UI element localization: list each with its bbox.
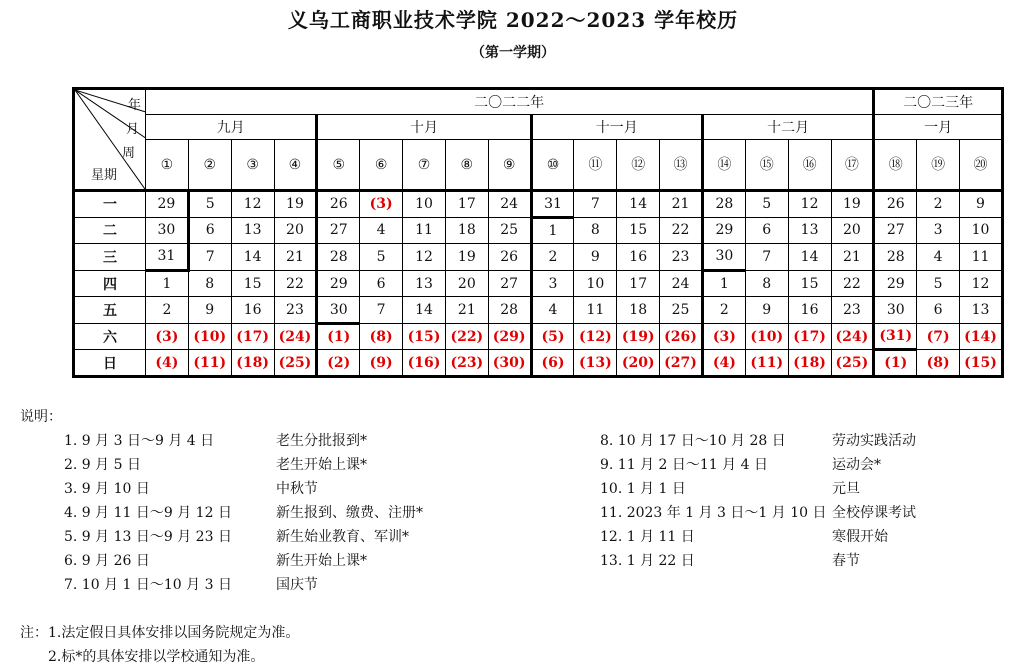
date-cell: 29 [702,217,745,244]
date-cell: 26 [488,244,531,271]
holiday-date-cell: (14) [960,323,1003,350]
date-cell: 20 [445,270,488,297]
note-date: 7. 10 月 1 日～10 月 3 日 [64,577,232,593]
date-cell: 3 [531,270,574,297]
corner-weekday-label: 星期 [91,168,118,183]
date-cell: 5 [360,244,403,271]
holiday-date-cell: (8) [917,350,960,377]
date-cell: 12 [788,191,831,218]
month-header: 十月 [317,114,531,140]
month-header: 九月 [146,114,317,140]
holiday-date-cell: (17) [788,323,831,350]
date-cell: 8 [745,270,788,297]
date-cell: 30 [317,297,360,324]
date-cell: 1 [702,270,745,297]
date-cell: 31 [146,244,189,271]
note-event: 劳动实践活动 [832,433,916,449]
note-event: 中秋节 [276,481,318,497]
date-cell: 7 [574,191,617,218]
date-cell: 5 [917,270,960,297]
date-cell: 13 [788,217,831,244]
date-cell: 14 [617,191,660,218]
date-cell: 21 [831,244,874,271]
notes-label: 说明： [20,409,62,425]
date-cell: 2 [702,297,745,324]
note-date: 12. 1 月 11 日 [600,529,695,545]
month-header: 一月 [874,114,1003,140]
date-cell: 11 [574,297,617,324]
weekday-label: 三 [74,244,146,271]
holiday-date-cell: (31) [874,323,917,350]
note-event: 全校停课考试 [832,505,916,521]
date-cell: 14 [788,244,831,271]
date-cell: 24 [488,191,531,218]
footnote: 注：1.法定假日具体安排以国务院规定为准。 [20,625,300,641]
month-header: 十二月 [702,114,873,140]
note-event: 新生始业教育、军训* [276,529,409,545]
date-cell: 2 [917,191,960,218]
date-cell: 30 [874,297,917,324]
holiday-date-cell: (29) [488,323,531,350]
holiday-date-cell: (6) [531,350,574,377]
holiday-date-cell: (27) [660,350,703,377]
holiday-date-cell: (8) [360,323,403,350]
date-cell: 13 [231,217,274,244]
date-cell: 6 [360,270,403,297]
date-cell: 11 [403,217,446,244]
note-event: 春节 [832,553,860,569]
holiday-date-cell: (11) [745,350,788,377]
weekday-label: 五 [74,297,146,324]
week-number: ⑤ [317,140,360,191]
date-cell: 4 [360,217,403,244]
holiday-date-cell: (24) [274,323,317,350]
date-cell: 3 [917,217,960,244]
holiday-date-cell: (11) [188,350,231,377]
date-cell: 6 [917,297,960,324]
note-date: 1. 9 月 3 日～9 月 4 日 [64,433,215,449]
date-cell: 27 [488,270,531,297]
week-number: ⑱ [874,140,917,191]
note-date: 2. 9 月 5 日 [64,457,141,473]
date-cell: 19 [445,244,488,271]
date-cell: 23 [831,297,874,324]
holiday-date-cell: (12) [574,323,617,350]
note-date: 3. 9 月 10 日 [64,481,150,497]
week-number: ① [146,140,189,191]
date-cell: 17 [617,270,660,297]
date-cell: 13 [403,270,446,297]
date-cell: 7 [188,244,231,271]
corner-week-label: 周 [121,146,135,161]
date-cell: 16 [617,244,660,271]
note-date: 6. 9 月 26 日 [64,553,150,569]
date-cell: 30 [702,244,745,271]
date-cell: 9 [574,244,617,271]
holiday-date-cell: (18) [788,350,831,377]
holiday-date-cell: (26) [660,323,703,350]
week-number: ③ [231,140,274,191]
corner-header [74,89,146,191]
date-cell: 11 [960,244,1003,271]
date-cell: 8 [574,217,617,244]
holiday-date-cell: (3) [360,191,403,218]
month-header: 十一月 [531,114,702,140]
date-cell: 14 [231,244,274,271]
date-cell: 30 [146,217,189,244]
date-cell: 6 [745,217,788,244]
week-number: ⑯ [788,140,831,191]
week-number: ④ [274,140,317,191]
holiday-date-cell: (19) [617,323,660,350]
holiday-date-cell: (25) [831,350,874,377]
holiday-date-cell: (3) [146,323,189,350]
holiday-date-cell: (23) [445,350,488,377]
date-cell: 9 [745,297,788,324]
note-event: 老生分批报到* [276,433,367,449]
holiday-date-cell: (7) [917,323,960,350]
date-cell: 25 [660,297,703,324]
holiday-date-cell: (4) [702,350,745,377]
holiday-date-cell: (17) [231,323,274,350]
date-cell: 21 [445,297,488,324]
date-cell: 23 [660,244,703,271]
date-cell: 10 [403,191,446,218]
date-cell: 8 [188,270,231,297]
date-cell: 10 [574,270,617,297]
week-number: ⑫ [617,140,660,191]
week-number: ⑳ [960,140,1003,191]
date-cell: 12 [231,191,274,218]
date-cell: 19 [274,191,317,218]
date-cell: 16 [788,297,831,324]
week-number: ⑮ [745,140,788,191]
weekday-label: 日 [74,350,146,377]
note-date: 11. 2023 年 1 月 3 日～1 月 10 日 [600,505,827,521]
date-cell: 20 [831,217,874,244]
date-cell: 28 [702,191,745,218]
date-cell: 26 [874,191,917,218]
holiday-date-cell: (2) [317,350,360,377]
date-cell: 22 [660,217,703,244]
weekday-label: 二 [74,217,146,244]
holiday-date-cell: (1) [874,350,917,377]
week-number: ⑬ [660,140,703,191]
note-event: 寒假开始 [832,529,888,545]
date-cell: 28 [317,244,360,271]
date-cell: 28 [488,297,531,324]
date-cell: 4 [531,297,574,324]
date-cell: 15 [617,217,660,244]
date-cell: 7 [745,244,788,271]
holiday-date-cell: (22) [445,323,488,350]
week-number: ⑩ [531,140,574,191]
weekday-label: 一 [74,191,146,218]
weekday-label: 四 [74,270,146,297]
holiday-date-cell: (9) [360,350,403,377]
date-cell: 18 [445,217,488,244]
week-number: ⑲ [917,140,960,191]
holiday-date-cell: (1) [317,323,360,350]
date-cell: 5 [745,191,788,218]
note-event: 新生报到、缴费、注册* [276,505,423,521]
holiday-date-cell: (18) [231,350,274,377]
holiday-date-cell: (25) [274,350,317,377]
year-header: 二〇二三年 [874,89,1003,115]
page-title: 义乌工商职业技术学院 2022～2023 学年校历 [287,8,739,32]
note-date: 13. 1 月 22 日 [600,553,695,569]
week-number: ⑰ [831,140,874,191]
date-cell: 5 [188,191,231,218]
date-cell: 9 [960,191,1003,218]
date-cell: 4 [917,244,960,271]
date-cell: 14 [403,297,446,324]
week-number: ⑭ [702,140,745,191]
note-event: 国庆节 [276,577,318,593]
week-number: ⑦ [403,140,446,191]
note-event: 元旦 [832,481,860,497]
date-cell: 15 [231,270,274,297]
date-cell: 21 [274,244,317,271]
note-date: 9. 11 月 2 日～11 月 4 日 [600,457,768,473]
note-date: 4. 9 月 11 日～9 月 12 日 [64,505,232,521]
holiday-date-cell: (15) [960,350,1003,377]
date-cell: 12 [960,270,1003,297]
week-number: ⑥ [360,140,403,191]
date-cell: 6 [188,217,231,244]
date-cell: 2 [531,244,574,271]
holiday-date-cell: (20) [617,350,660,377]
corner-month-label: 月 [125,122,139,137]
corner-year-label: 年 [127,98,141,113]
date-cell: 23 [274,297,317,324]
date-cell: 21 [660,191,703,218]
date-cell: 10 [960,217,1003,244]
date-cell: 20 [274,217,317,244]
date-cell: 19 [831,191,874,218]
note-event: 老生开始上课* [276,457,367,473]
date-cell: 28 [874,244,917,271]
holiday-date-cell: (30) [488,350,531,377]
date-cell: 25 [488,217,531,244]
holiday-date-cell: (5) [531,323,574,350]
date-cell: 16 [231,297,274,324]
note-event: 新生开始上课* [276,553,367,569]
week-number: ⑧ [445,140,488,191]
calendar-table [72,87,1004,378]
date-cell: 18 [617,297,660,324]
holiday-date-cell: (15) [403,323,446,350]
note-date: 8. 10 月 17 日～10 月 28 日 [600,433,786,449]
date-cell: 29 [317,270,360,297]
date-cell: 29 [874,270,917,297]
week-number: ② [188,140,231,191]
date-cell: 26 [317,191,360,218]
holiday-date-cell: (13) [574,350,617,377]
date-cell: 2 [146,297,189,324]
holiday-date-cell: (3) [702,323,745,350]
date-cell: 27 [317,217,360,244]
week-number: ⑪ [574,140,617,191]
date-cell: 27 [874,217,917,244]
date-cell: 15 [788,270,831,297]
date-cell: 31 [531,191,574,218]
holiday-date-cell: (24) [831,323,874,350]
holiday-date-cell: (4) [146,350,189,377]
date-cell: 7 [360,297,403,324]
note-date: 5. 9 月 13 日～9 月 23 日 [64,529,232,545]
date-cell: 1 [531,217,574,244]
date-cell: 1 [146,270,189,297]
holiday-date-cell: (10) [745,323,788,350]
week-number: ⑨ [488,140,531,191]
date-cell: 22 [831,270,874,297]
holiday-date-cell: (16) [403,350,446,377]
date-cell: 24 [660,270,703,297]
year-header: 二〇二二年 [146,89,874,115]
date-cell: 9 [188,297,231,324]
note-event: 运动会* [832,457,881,473]
date-cell: 13 [960,297,1003,324]
holiday-date-cell: (10) [188,323,231,350]
weekday-label: 六 [74,323,146,350]
footnote: 2.标*的具体安排以学校通知为准。 [48,649,265,665]
page-subtitle: （第一学期） [471,45,555,61]
note-date: 10. 1 月 1 日 [600,481,686,497]
date-cell: 17 [445,191,488,218]
date-cell: 22 [274,270,317,297]
date-cell: 12 [403,244,446,271]
date-cell: 29 [146,191,189,218]
